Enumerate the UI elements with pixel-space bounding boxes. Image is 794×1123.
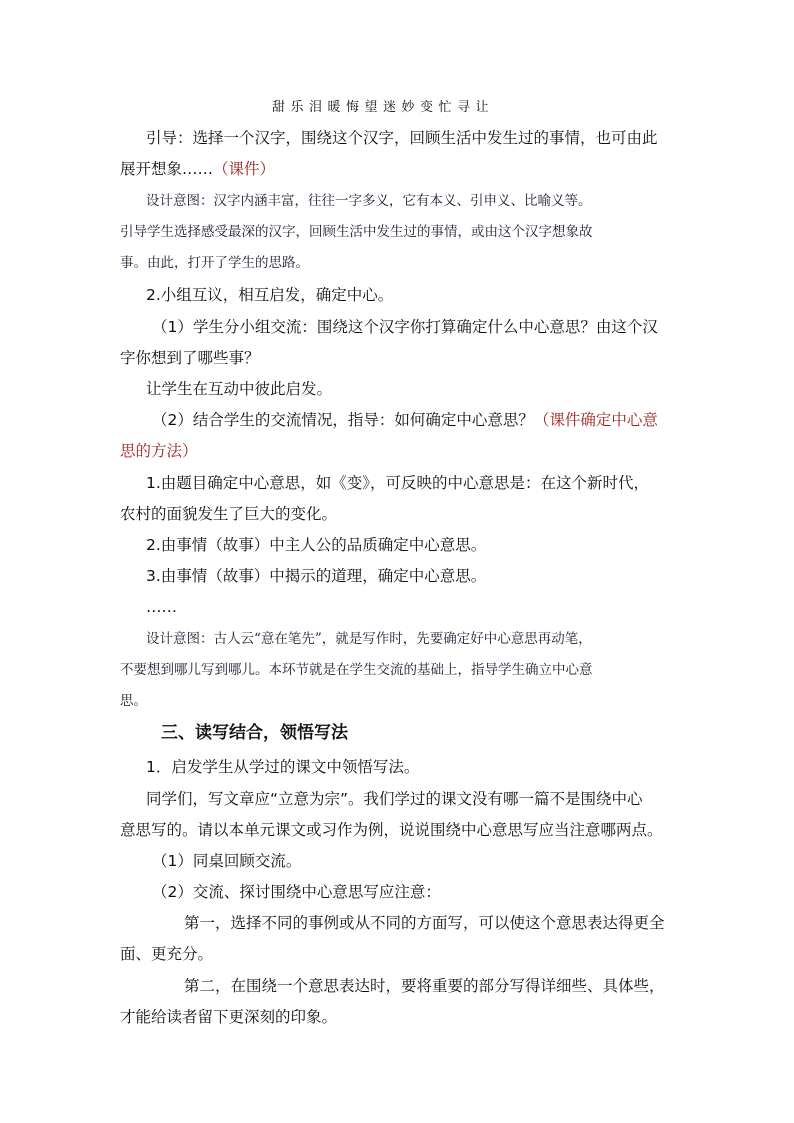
guide-line-2-text: 展开想象…… (120, 160, 214, 178)
design-note-1-line-3: 事。由此，打开了学生的思路。 (120, 255, 309, 271)
section-3-sub-2: （2）交流、探讨围绕中心意思写应注意： (152, 883, 441, 901)
section-3-sub-1: （1）同桌回顾交流。 (152, 852, 302, 870)
second-point-line-1: 第二，在围绕一个意思表达时，要将重要的部分写得详细些、具体些， (184, 977, 665, 995)
method-1-line-1: 1.由题目确定中心意思，如《变》，可反映的中心意思是：在这个新时代， (146, 474, 650, 492)
method-3-line: 3.由事情（故事）中揭示的道理，确定中心意思。 (146, 567, 487, 585)
first-point-line-2: 面、更充分。 (120, 945, 214, 963)
section-3-para-line-1: 同学们，写文章应“立意为宗”。我们学过的课文没有哪一篇不是围绕中心 (146, 790, 643, 808)
second-point-line-2: 才能给读者留下更深刻的印象。 (120, 1008, 338, 1026)
courseware-method-marker: （课件确定中心意 (533, 411, 658, 429)
section-3-step-1: 1．启发学生从学过的课文中领悟写法。 (146, 758, 420, 776)
section-3-heading: 三、读写结合，领悟写法 (161, 723, 348, 743)
inspire-line: 让学生在互动中彼此启发。 (146, 380, 333, 398)
ellipsis-line: …… (146, 598, 177, 616)
section-3-para-line-2: 意思写的。请以本单元课文或习作为例，说说围绕中心意思写应当注意哪两点。 (120, 821, 663, 839)
guide-line-1: 引导：选择一个汉字，围绕这个汉字，回顾生活中发生过的事情，也可由此 (146, 129, 658, 147)
method-1-line-2: 农村的面貌发生了巨大的变化。 (120, 505, 338, 523)
header-character-list: 甜乐泪暖悔望迷妙变忙寻让 (272, 100, 495, 115)
first-point-line-1: 第一，选择不同的事例或从不同的方面写，可以使这个意思表达得更全 (184, 914, 665, 932)
substep-1-line-2: 字你想到了哪些事？ (120, 349, 260, 367)
method-2-line: 2.由事情（故事）中主人公的品质确定中心意思。 (146, 536, 487, 554)
design-note-2-line-1: 设计意图：古人云“意在笔先”，就是写作时，先要确定好中心意思再动笔， (146, 631, 592, 647)
guide-line-2 (120, 159, 275, 179)
design-note-1-line-2: 引导学生选择感受最深的汉字，回顾生活中发生过的事情，或由这个汉字想象故 (120, 224, 593, 240)
substep-2-text: （2）结合学生的交流情况，指导：如何确定中心意思？ (152, 411, 534, 429)
design-note-2-line-3: 思。 (120, 693, 147, 709)
design-note-2-line-2: 不要想到哪儿写到哪儿。本环节就是在学生交流的基础上，指导学生确立中心意 (120, 662, 593, 678)
courseware-marker: （课件） (213, 160, 276, 178)
design-note-1-line-1: 设计意图：汉字内涵丰富，往往一字多义，它有本义、引申义、比喻义等。 (146, 193, 592, 209)
substep-2-line-2: 思的方法） (120, 442, 198, 460)
substep-1-line-1: （1）学生分小组交流：围绕这个汉字你打算确定什么中心意思？由这个汉 (152, 318, 658, 336)
substep-2-line-1 (152, 410, 658, 430)
step-2-heading: 2.小组互议，相互启发，确定中心。 (146, 286, 394, 304)
